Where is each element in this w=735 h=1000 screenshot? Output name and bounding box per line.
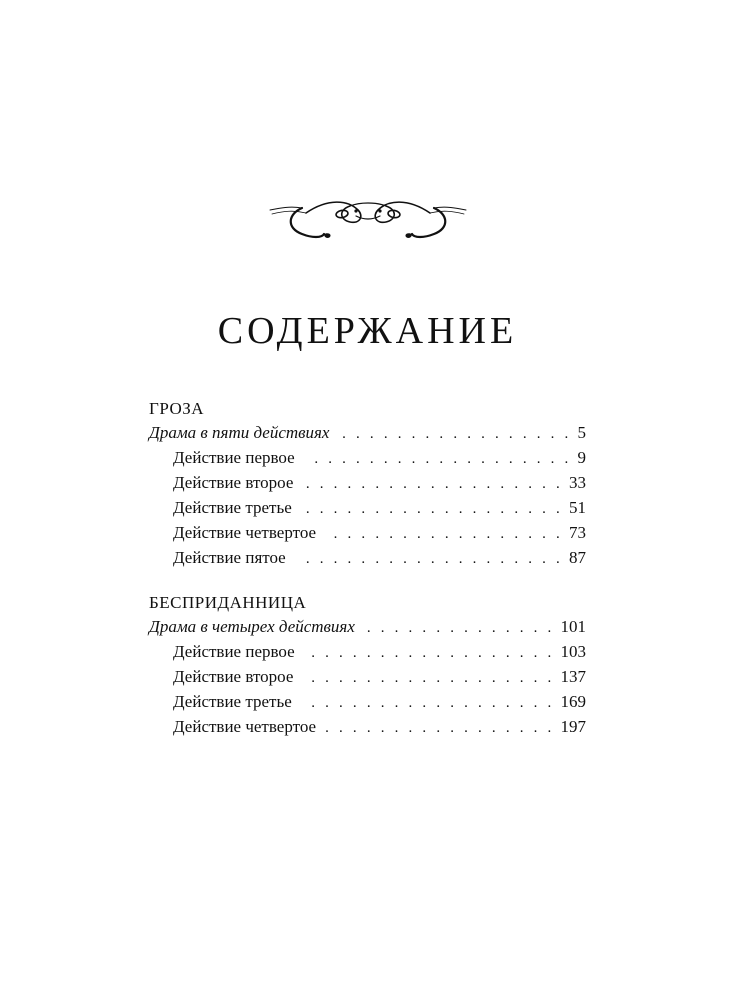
dot-leader (302, 497, 563, 521)
toc-entry[interactable] (149, 546, 586, 571)
toc-entry[interactable] (149, 521, 586, 546)
toc-section-bespridannitsa (149, 591, 586, 740)
page-number: 197 (560, 717, 586, 736)
entry-label: Действие пятое (173, 548, 286, 567)
table-of-contents (149, 397, 586, 740)
dot-leader (305, 447, 572, 471)
dot-leader (302, 691, 555, 715)
toc-entry-subtitle[interactable] (149, 421, 586, 446)
toc-section-groza (149, 397, 586, 571)
toc-entry[interactable] (149, 665, 586, 690)
entry-label: Действие третье (173, 692, 292, 711)
page-number: 5 (577, 423, 586, 442)
page-number: 101 (560, 617, 586, 636)
page-number: 51 (569, 498, 586, 517)
entry-label: Действие первое (173, 448, 295, 467)
page-number: 33 (569, 473, 586, 492)
toc-entry[interactable] (149, 471, 586, 496)
toc-entry[interactable] (149, 496, 586, 521)
entry-label: Действие четвертое (173, 523, 317, 542)
toc-entry-subtitle[interactable] (149, 615, 586, 640)
flourish-ornament-icon (268, 188, 468, 244)
entry-label: Действие третье (173, 498, 292, 517)
dot-leader (365, 616, 555, 640)
toc-entry[interactable] (149, 446, 586, 471)
entry-label: Действие первое (173, 642, 295, 661)
page-number: 87 (569, 548, 586, 567)
page-number: 169 (560, 692, 586, 711)
section-title: БЕСПРИДАННИЦА (149, 593, 307, 612)
toc-entry[interactable] (149, 715, 586, 740)
dot-leader (296, 547, 563, 571)
page-number: 9 (577, 448, 586, 467)
page-number: 137 (560, 667, 586, 686)
entry-label: Драма в четырех действиях (149, 617, 355, 636)
page-number: 73 (569, 523, 586, 542)
dot-leader (326, 716, 554, 740)
dot-leader (326, 522, 563, 546)
entry-label: Действие второе (173, 473, 294, 492)
entry-label: Действие второе (173, 667, 294, 686)
page-number: 103 (560, 642, 586, 661)
entry-label: Драма в пяти действиях (149, 423, 330, 442)
section-title: ГРОЗА (149, 399, 205, 418)
dot-leader (303, 666, 554, 690)
toc-entry[interactable] (149, 640, 586, 665)
page-title: СОДЕРЖАНИЕ (217, 310, 518, 352)
toc-entry[interactable] (149, 690, 586, 715)
dot-leader (339, 422, 571, 446)
dot-leader (305, 641, 555, 665)
dot-leader (303, 472, 563, 496)
entry-label: Действие четвертое (173, 717, 317, 736)
